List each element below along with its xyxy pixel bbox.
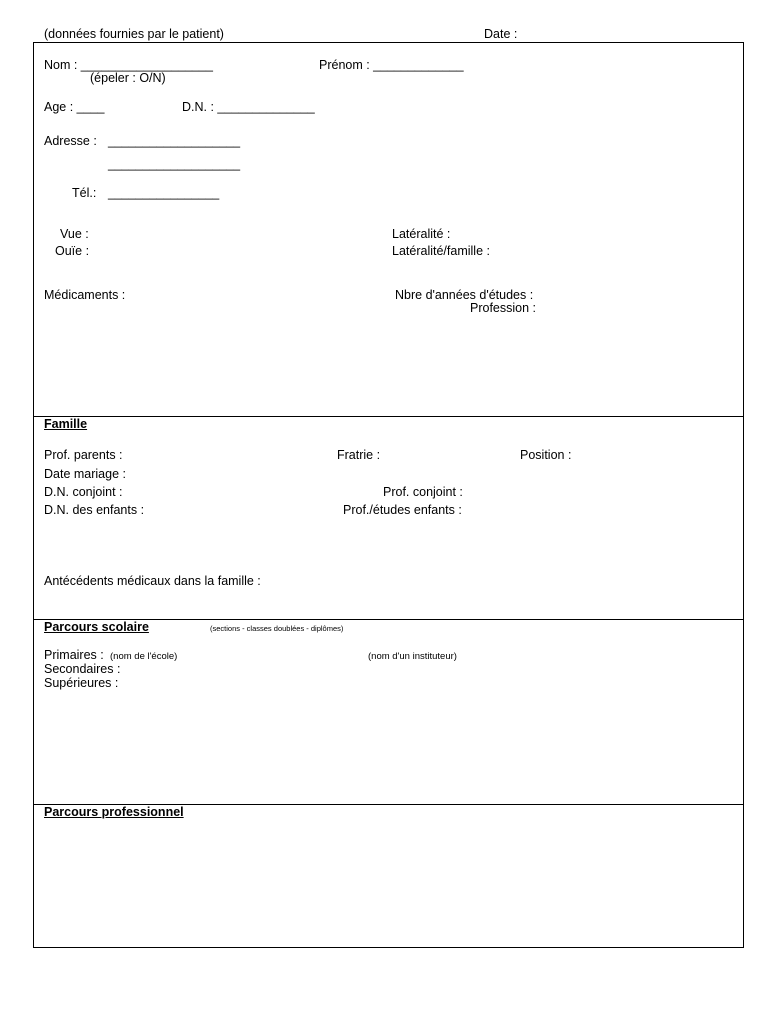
professionnel-title: Parcours professionnel [44,805,184,819]
lateralite-label: Latéralité : [392,227,451,241]
medicaments-label: Médicaments : [44,288,126,302]
date-mariage-label: Date mariage : [44,467,126,481]
epeler-note: (épeler : O/N) [90,71,166,85]
annees-etudes-label: Nbre d'années d'études : [395,288,534,302]
dn-enfants-label: D.N. des enfants : [44,503,145,517]
adresse-line-2[interactable]: ___________________ [108,157,241,171]
antecedents-label: Antécédents médicaux dans la famille : [44,574,261,588]
prof-parents-label: Prof. parents : [44,448,123,462]
prof-conjoint-label: Prof. conjoint : [383,485,463,499]
family-section [33,416,744,620]
fratrie-label: Fratrie : [337,448,381,462]
tel-line[interactable]: ________________ [108,186,220,200]
prof-etudes-enfants-label: Prof./études enfants : [343,503,462,517]
tel-label: Tél.: [72,186,97,200]
professional-section [33,804,744,948]
ouie-label: Ouïe : [55,244,90,258]
adresse-line-1[interactable]: ___________________ [108,134,241,148]
dn-conjoint-label: D.N. conjoint : [44,485,123,499]
school-section [33,619,744,805]
identity-section [33,42,744,417]
dn-field[interactable]: D.N. : ______________ [182,100,315,114]
nom-instituteur-note: (nom d'un instituteur) [368,651,457,662]
secondaires-label: Secondaires : [44,662,121,676]
lateralite-famille-label: Latéralité/famille : [392,244,490,258]
adresse-label: Adresse : [44,134,97,148]
prenom-field[interactable]: Prénom : _____________ [319,58,464,72]
source-note: (données fournies par le patient) [44,27,224,41]
scolaire-note: (sections - classes doublées - diplômes) [210,624,344,633]
vue-label: Vue : [60,227,89,241]
famille-title: Famille [44,417,88,431]
scolaire-title: Parcours scolaire [44,620,149,634]
primaires-label: Primaires : [44,648,104,662]
nom-ecole-note: (nom de l'école) [110,651,178,662]
profession-label: Profession : [470,301,537,315]
position-label: Position : [520,448,572,462]
date-label: Date : [484,27,518,41]
nom-field[interactable]: Nom : ___________________ [44,58,213,72]
age-field[interactable]: Age : ____ [44,100,105,114]
superieures-label: Supérieures : [44,676,119,690]
